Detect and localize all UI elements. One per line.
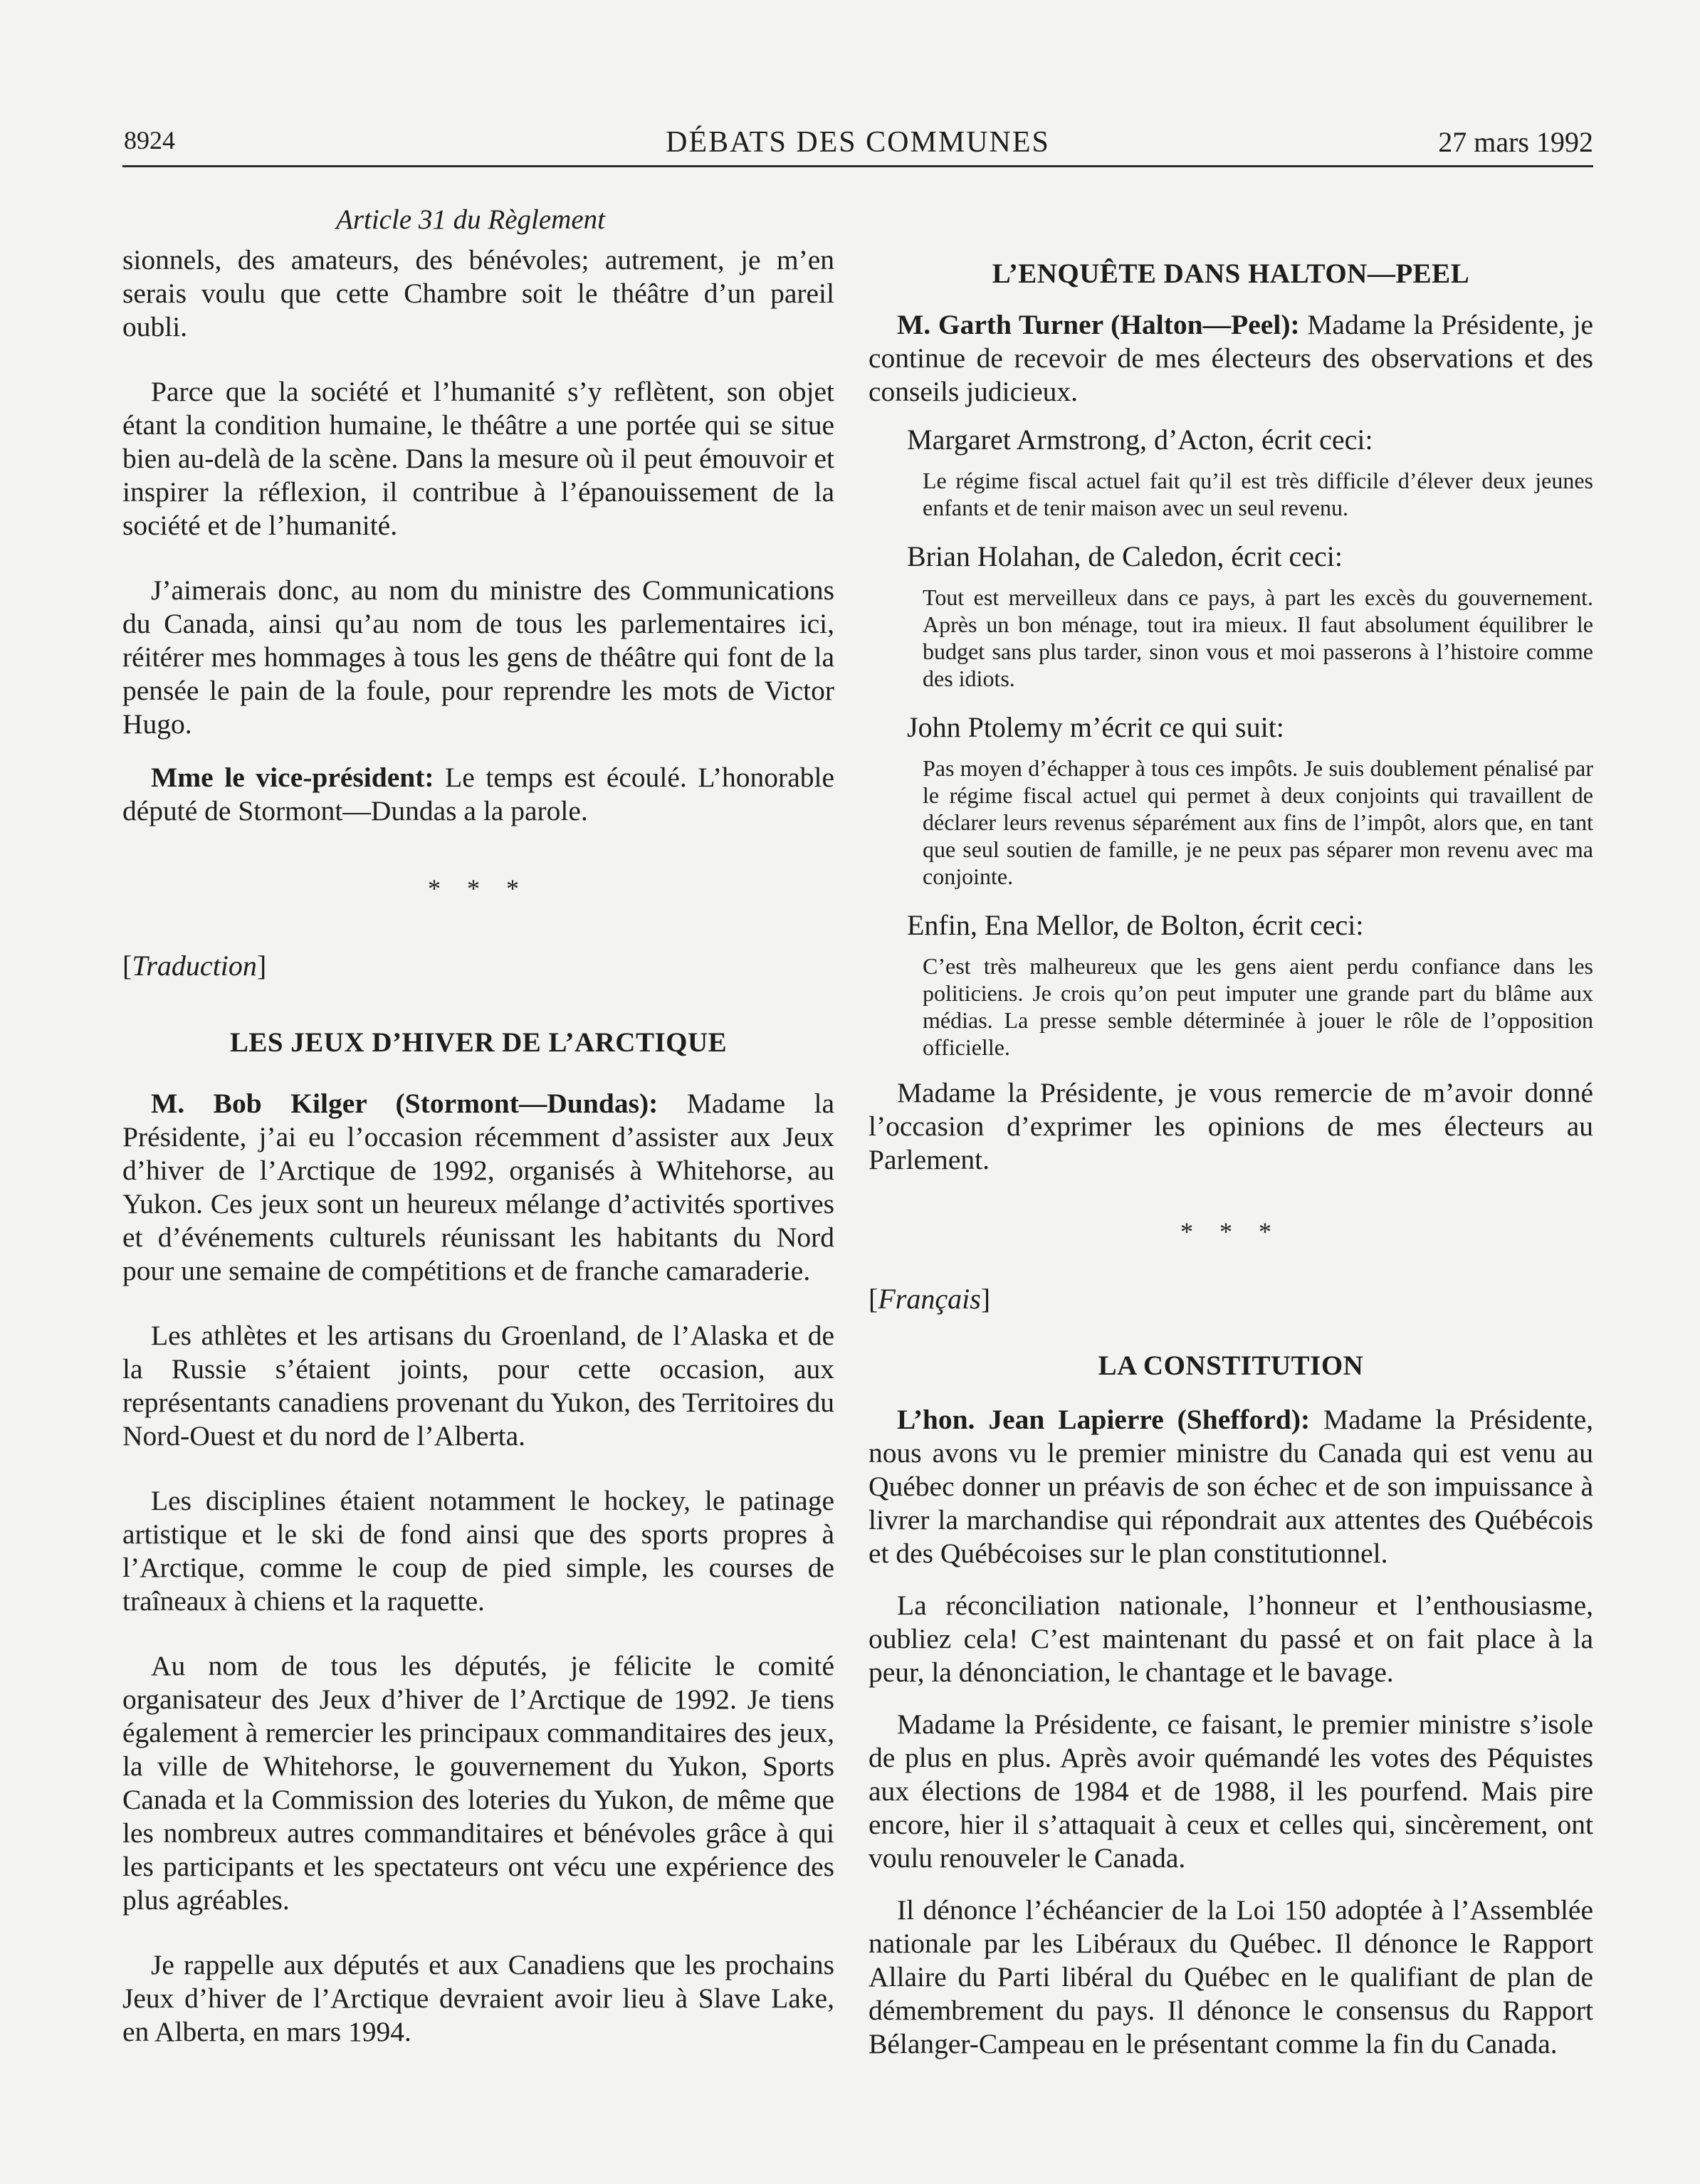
speech-text: Madame la Présidente, j’ai eu l’occasion récemment d’assister aux Jeux d’hiver de l’Arctique de 1992, organisés à Whitehorse, au Yukon. Ces jeux sont un heureux mélange d’activités sportives et d’événements culturels réunissant les habitants du Nord pour une semaine de compétitions et de franche camaraderie. xyxy=(122,1088,835,1286)
section-heading: LA CONSTITUTION xyxy=(1098,1350,1364,1381)
quote-text: Pas moyen d’échapper à tous ces impôts. Je suis doublement pénalisé par le régime fiscal actuel qui permet à deux conjoints qui travaillent de déclarer leurs revenus séparément aux fins de l’impôt, alors que, en tant que seul soutien de famille, je ne peux pas séparer mon revenu avec ma conjointe. xyxy=(923,755,1593,889)
speaker-name: M. Garth Turner (Halton—Peel): xyxy=(897,309,1300,340)
speech-text: Le temps est écoulé. L’honorable député de Stormont—Dundas a la parole. xyxy=(122,762,834,826)
publication-title: DÉBATS DES COMMUNES xyxy=(666,126,1050,159)
quote-text: C’est très malheureux que les gens aient perdu confiance dans les politiciens. Je crois qu’on peut imputer une grande part du blâme aux médias. La presse semble déterminée à jouer le rôle de l’opposition officielle. xyxy=(923,953,1593,1060)
page-header xyxy=(122,125,1593,167)
paragraph: Je rappelle aux députés et aux Canadiens que les prochains Jeux d’hiver de l’Arctique devraient avoir lieu à Slave Lake, en Alberta, en mars 1994. xyxy=(122,1949,834,2047)
paragraph: Il dénonce l’échéancier de la Loi 150 adoptée à l’Assemblée nationale par les Libéraux du Québec. Il dénonce le Rapport Allaire du Parti libéral du Québec en le qualifiant de plan de démembrement du pays. Il dénonce le consensus du Rapport Bélanger-Campeau en le présentant comme la fin du Canada. xyxy=(869,1894,1593,2059)
speech-text: Madame la Présidente, nous avons vu le premier ministre du Canada qui est venu au Québec donner un préavis de son échec et de son impuissance à livrer la marchandise qui répondrait aux attentes des Québécois et des Québécoises sur le plan constitutionnel. xyxy=(869,1404,1593,1569)
language-note: [Français] xyxy=(869,1283,991,1315)
speaker-name: Mme le vice-président: xyxy=(151,762,434,793)
section-separator: * * * xyxy=(1180,1217,1281,1246)
page-number: 8924 xyxy=(124,126,175,154)
paragraph xyxy=(122,761,834,828)
paragraph xyxy=(869,308,1593,409)
paragraph: J’aimerais donc, au nom du ministre des Communications du Canada, ainsi qu’au nom de tous les parlementaires ici, réitérer mes hommages à tous les gens de théâtre qui font de la pensée le pain de la foule, pour reprendre les mots de Victor Hugo. xyxy=(122,574,834,740)
right-column xyxy=(869,258,1593,2061)
section-heading: LES JEUX D’HIVER DE L’ARCTIQUE xyxy=(229,1027,728,1058)
language-label: Français xyxy=(878,1283,981,1315)
page-date: 27 mars 1992 xyxy=(1438,126,1593,158)
quote-intro: John Ptolemy m’écrit ce qui suit: xyxy=(907,711,1284,743)
article-heading: Article 31 du Règlement xyxy=(336,204,605,235)
paragraph xyxy=(122,1087,834,1288)
quote-intro: Brian Holahan, de Caledon, écrit ceci: xyxy=(907,540,1343,572)
paragraph: Madame la Présidente, ce faisant, le premier ministre s’isole de plus en plus. Après avoir quémandé les votes des Péquistes aux élections de 1984 et de 1988, il les pourfend. Mais pire encore, hier il s’attaquait à ceux et celles qui, sincèrement, ont voulu renouveler le Canada. xyxy=(869,1708,1593,1874)
quote-text: Le régime fiscal actuel fait qu’il est très difficile d’élever deux jeunes enfants et de tenir maison avec un seul revenu. xyxy=(923,468,1593,520)
paragraph: sionnels, des amateurs, des bénévoles; autrement, je m’en serais voulu que cette Chambre soit le théâtre d’un pareil oubli. xyxy=(122,244,834,342)
paragraph: Au nom de tous les députés, je félicite le comité organisateur des Jeux d’hiver de l’Arctique de 1992. Je tiens également à remercier les principaux commanditaires des jeux, la ville de Whitehorse, le gouvernement du Yukon, Sports Canada et la Commission des loteries du Yukon, de même que les nombreux autres commanditaires et bénévoles grâce à qui les participants et les spectateurs ont vécu une expérience des plus agréables. xyxy=(122,1650,834,1916)
speaker-name: L’hon. Jean Lapierre (Shefford): xyxy=(897,1404,1311,1435)
paragraph: La réconciliation nationale, l’honneur et l’enthousiasme, oubliez cela! C’est maintenant du passé et on fait place à la peur, la dénonciation, le chantage et le bavage. xyxy=(869,1590,1593,1688)
paragraph xyxy=(869,1403,1593,1570)
paragraph: Parce que la société et l’humanité s’y reflètent, son objet étant la condition humaine, le théâtre a une portée qui se situe bien au-delà de la scène. Dans la mesure où il peut émouvoir et inspirer la réflexion, il contribue à l’épanouissement de la société et de l’humanité. xyxy=(122,376,834,541)
section-heading: L’ENQUÊTE DANS HALTON—PEEL xyxy=(992,258,1470,289)
language-label: Traduction xyxy=(132,950,257,982)
quote-text: Tout est merveilleux dans ce pays, à part les excès du gouvernement. Après un bon ménage, tout ira mieux. Il faut absolument équilibrer le budget sans plus tarder, sinon vous et moi passerons à l’histoire comme des idiots. xyxy=(923,584,1593,691)
language-note: [Traduction] xyxy=(122,950,267,982)
section-separator: * * * xyxy=(428,874,529,903)
paragraph: Madame la Présidente, je vous remercie de m’avoir donné l’occasion d’exprimer les opinions de mes électeurs au Parlement. xyxy=(869,1077,1593,1175)
paragraph: Les athlètes et les artisans du Groenland, de l’Alaska et de la Russie s’étaient joints, pour cette occasion, aux représentants canadiens provenant du Yukon, des Territoires du Nord-Ouest et du nord de l’Alberta. xyxy=(122,1320,834,1451)
speaker-name: M. Bob Kilger (Stormont—Dundas): xyxy=(151,1088,659,1119)
quote-intro: Margaret Armstrong, d’Acton, écrit ceci: xyxy=(907,424,1373,456)
speech-text: Madame la Présidente, je continue de recevoir de mes électeurs des observations et des conseils judicieux. xyxy=(869,309,1593,407)
left-column xyxy=(122,192,834,2049)
paragraph: Les disciplines étaient notamment le hockey, le patinage artistique et le ski de fond ainsi que des sports propres à l’Arctique, comme le coup de pied simple, les courses de traîneaux à chiens et la raquette. xyxy=(122,1485,834,1617)
quote-intro: Enfin, Ena Mellor, de Bolton, écrit ceci: xyxy=(907,909,1364,941)
